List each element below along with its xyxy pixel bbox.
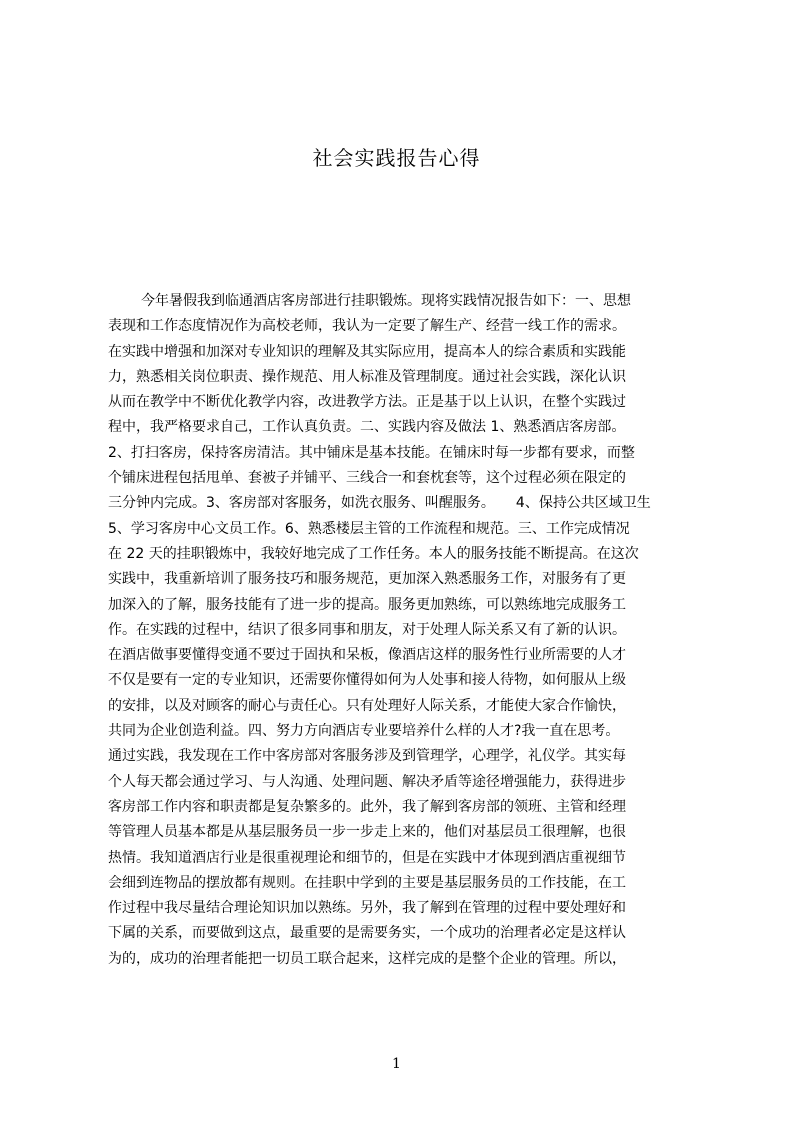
text-line: 在 22 天的挂职锻炼中，我较好地完成了工作任务。本人的服务技能不断提高。在这次: [108, 545, 639, 562]
text-line: 从而在教学中不断优化教学内容，改进教学方法。正是基于以上认识，在整个实践过: [108, 394, 626, 411]
text-line: 2、打扫客房，保持客房清洁。其中铺床是基本技能。在铺床时每一步都有要求，而整: [108, 444, 635, 461]
text-line: 程中，我严格要求自己，工作认真负责。二、实践内容及做法 1、熟悉酒店客房部。: [108, 419, 626, 436]
text-line: 等管理人员基本都是从基层服务员一步一步走上来的，他们对基层员工很理解，也很: [108, 824, 626, 841]
text-line: 为的，成功的治理者能把一切员工联合起来，这样完成的是整个企业的管理。所以，: [108, 950, 626, 967]
body-text: [108, 289, 698, 972]
text-line: 5、学习客房中心文员工作。6、熟悉楼层主管的工作流程和规范。三、工作完成情况: [108, 520, 630, 537]
text-line: 通过实践，我发现在工作中客房部对客服务涉及到管理学，心理学，礼仪学。其实每: [108, 748, 626, 765]
text-line: 实践中，我重新培训了服务技巧和服务规范，更加深入熟悉服务工作，对服务有了更: [108, 571, 626, 588]
text-line: 作过程中我尽量结合理论知识加以熟练。另外，我了解到在管理的过程中要处理好和: [108, 900, 626, 917]
text-line: 力，熟悉相关岗位职责、操作规范、用人标准及管理制度。通过社会实践，深化认识: [108, 368, 626, 385]
text-line: 热情。我知道酒店行业是很重视理论和细节的，但是在实践中才体现到酒店重视细节: [108, 849, 626, 866]
text-line: 个人每天都会通过学习、与人沟通、处理问题、解决矛盾等途径增强能力，获得进步: [108, 773, 626, 790]
text-line: 客房部工作内容和职责都是复杂繁多的。此外，我了解到客房部的领班、主管和经理: [108, 798, 626, 815]
text-line: 下属的关系，而要做到这点，最重要的是需要务实，一个成功的治理者必定是这样认: [108, 925, 626, 942]
text-line: 表现和工作态度情况作为高校老师，我认为一定要了解生产、经营一线工作的需求。: [108, 318, 626, 335]
text-line: 作。在实践的过程中，结识了很多同事和朋友，对于处理人际关系又有了新的认识。: [108, 621, 626, 638]
text-line: 加深入的了解，服务技能有了进一步的提高。服务更加熟练，可以熟练地完成服务工: [108, 596, 626, 613]
text-line: 在酒店做事要懂得变通不要过于固执和呆板，像酒店这样的服务性行业所需要的人才: [108, 647, 626, 664]
page-title: 社会实践报告心得: [312, 146, 481, 170]
text-line: 三分钟内完成。3、客房部对客服务，如洗衣服务、叫醒服务。 4、保持公共区域卫生: [108, 495, 651, 512]
text-line: 今年暑假我到临通酒店客房部进行挂职锻炼。现将实践情况报告如下：一、思想: [141, 293, 631, 309]
text-line: 不仅是要有一定的专业知识，还需要你懂得如何为人处事和接人待物，如何服从上级: [108, 672, 626, 689]
text-line: 的安排，以及对顾客的耐心与责任心。只有处理好人际关系，才能使大家合作愉快，: [108, 697, 626, 714]
text-line: 共同为企业创造利益。四、努力方向酒店专业要培养什么样的人才?我一直在思考。: [108, 723, 620, 740]
text-line: 个铺床进程包括甩单、套被子并铺平、三线合一和套枕套等，这个过程必须在限定的: [108, 470, 626, 487]
text-line: 会细到连物品的摆放都有规则。在挂职中学到的主要是基层服务员的工作技能，在工: [108, 874, 626, 891]
text-line: 在实践中增强和加深对专业知识的理解及其实际应用，提高本人的综合素质和实践能: [108, 343, 626, 360]
page-number: 1: [392, 1056, 401, 1072]
